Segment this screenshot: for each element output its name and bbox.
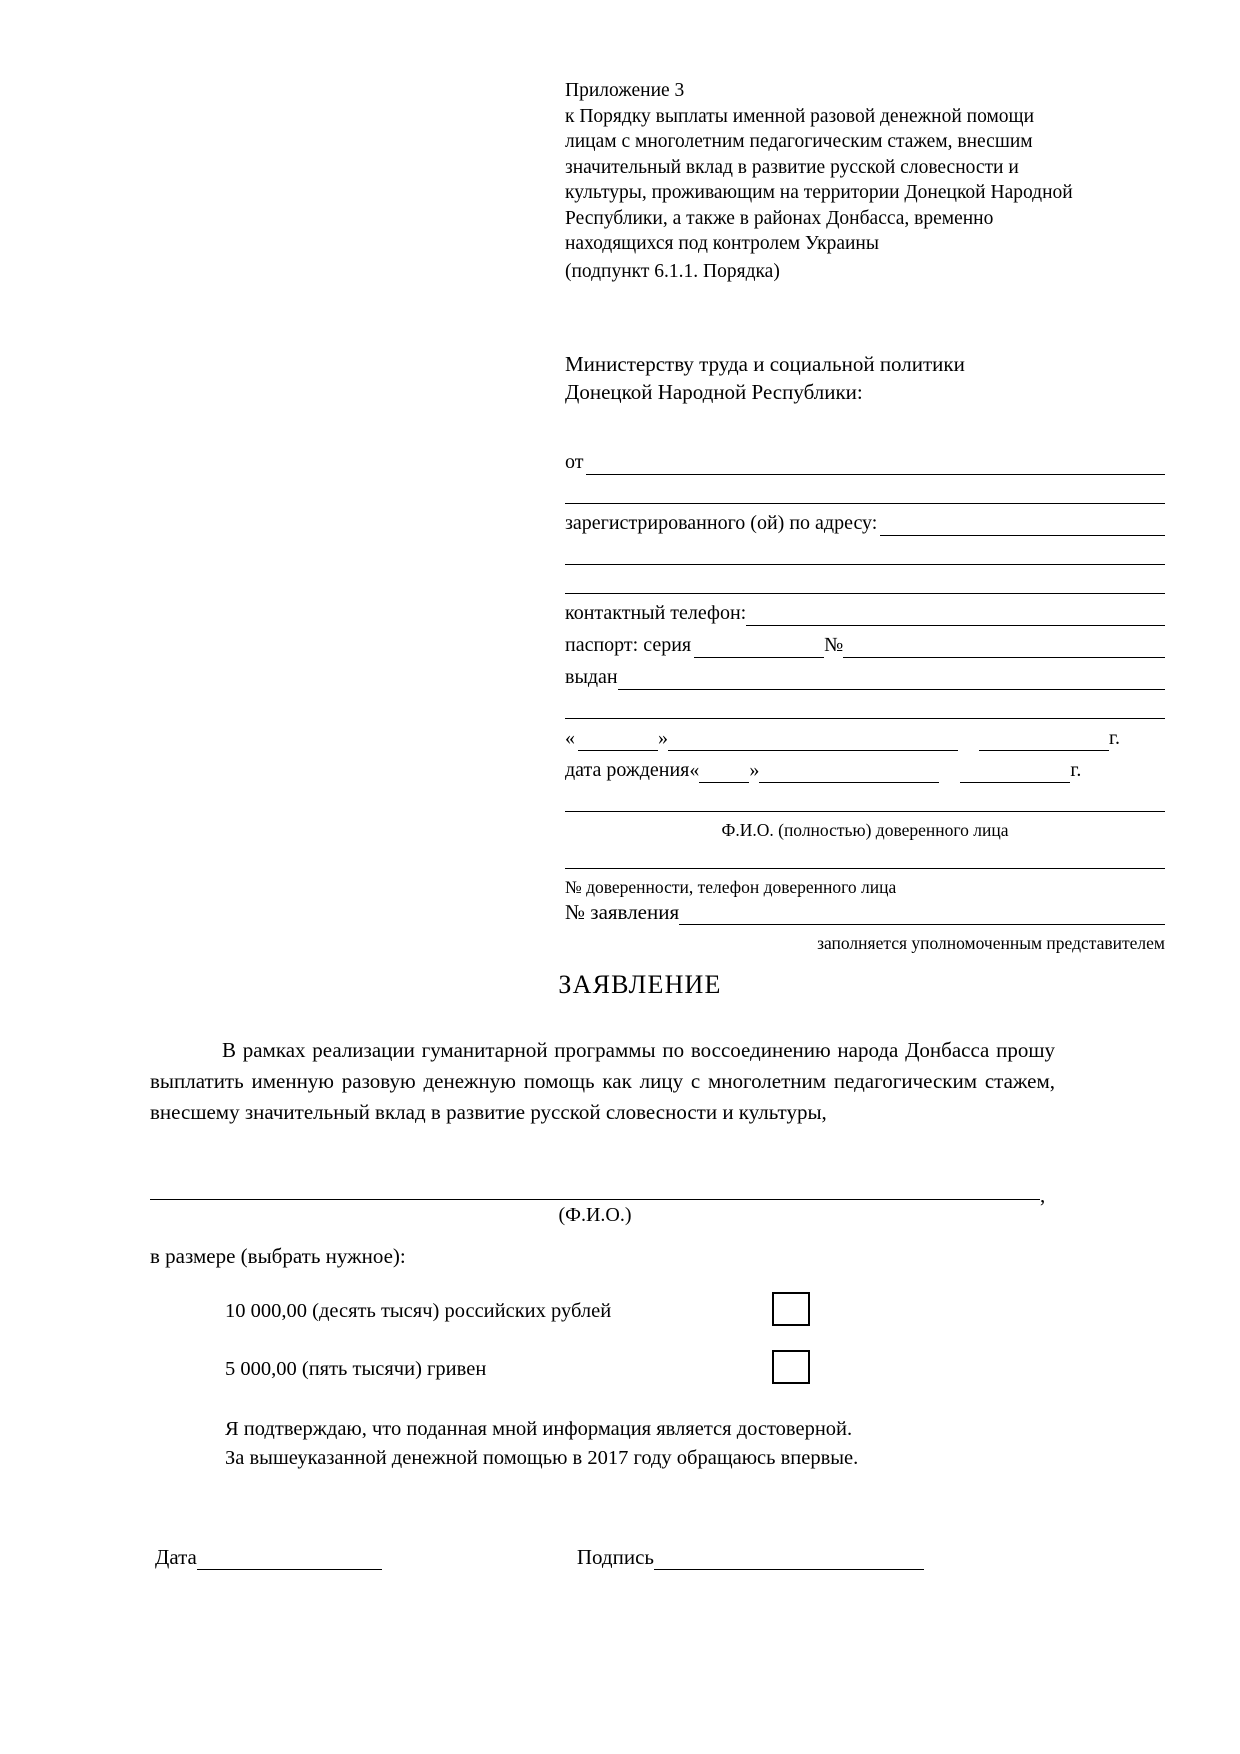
phone-input-line[interactable] — [746, 605, 1165, 626]
reference-line-2: лицам с многолетним педагогическим стажем, внесшим — [565, 131, 1033, 152]
signature-label: Подпись — [576, 1545, 654, 1569]
issue-date-row — [565, 726, 1165, 751]
reference-line-4: культуры, проживающим на территории Донецкой Народной — [565, 182, 1073, 203]
fio-caption: (Ф.И.О.) — [558, 1204, 632, 1226]
passport-row — [565, 633, 1165, 658]
application-number-input-line[interactable] — [679, 904, 1165, 925]
application-number-row — [565, 900, 1165, 925]
quote-open-issue: « — [565, 727, 575, 749]
registered-address-label: зарегистрированного (ой) по адресу: — [565, 512, 878, 534]
issued-label: выдан — [565, 666, 618, 688]
appendix-subitem: (подпункт 6.1.1. Порядка) — [565, 260, 780, 282]
passport-series-input-line[interactable] — [694, 637, 824, 658]
birthdate-row — [565, 758, 1165, 783]
phone-label: контактный телефон: — [565, 602, 747, 624]
checkbox-hryvnia[interactable] — [772, 1350, 810, 1384]
issued-input-line[interactable] — [618, 669, 1165, 690]
amount-label: в размере (выбрать нужное): — [150, 1244, 406, 1268]
reference-line-3: значительный вклад в развитие русской словесности и — [565, 156, 1019, 178]
reference-line-5: Республики, а также в районах Донбасса, временно — [565, 207, 994, 229]
quote-open-birth: « — [689, 759, 700, 781]
quote-close-issue: » — [658, 727, 668, 749]
from-input-line-2[interactable] — [565, 482, 1165, 504]
application-number-label: № заявления — [565, 900, 680, 924]
filled-by-representative-caption: заполняется уполномоченным представителем — [817, 933, 1165, 953]
issued-row — [565, 665, 1165, 690]
passport-label: паспорт: серия — [565, 634, 692, 656]
registered-address-row — [565, 511, 1165, 536]
from-input-line[interactable] — [586, 454, 1165, 475]
checkbox-rubles[interactable] — [772, 1292, 810, 1326]
body-paragraph: В рамках реализации гуманитарной программы по воссоединению народа Донбасса прошу выплатить именную разовую денежную помощь как лицу с многолетним педагогическим стажем, внесшему значительный вклад в развитие русской словесности и культуры, — [150, 1038, 1055, 1124]
proxy-fio-caption: Ф.И.О. (полностью) доверенного лица — [721, 820, 1009, 840]
issue-month-input-line[interactable] — [668, 730, 958, 751]
birth-year-suffix: г. — [1070, 759, 1082, 781]
appendix-header — [565, 78, 1095, 284]
proxy-details-input-line[interactable] — [565, 847, 1165, 869]
fio-comma: , — [1040, 1183, 1046, 1207]
appendix-number: Приложение 3 — [565, 80, 685, 101]
birth-month-input-line[interactable] — [759, 762, 939, 783]
date-input-line[interactable] — [197, 1550, 382, 1570]
birthdate-label: дата рождения — [565, 759, 690, 781]
confirmation-line-2: За вышеуказанной денежной помощью в 2017 году обращаюсь впервые. — [225, 1447, 859, 1469]
registered-address-input-line-3[interactable] — [565, 572, 1165, 594]
signature-footer — [155, 1545, 1085, 1570]
confirmation-line-1: Я подтверждаю, что поданная мной информация является достоверной. — [225, 1418, 853, 1440]
date-label: Дата — [155, 1545, 197, 1569]
addressee-block — [565, 350, 1105, 406]
addressee-line-1: Министерству труда и социальной политики — [565, 352, 965, 376]
proxy-details-caption: № доверенности, телефон доверенного лица — [565, 877, 897, 897]
quote-close-birth: » — [749, 759, 760, 781]
confirmation-block — [225, 1415, 1045, 1473]
reference-line-1: к Порядку выплаты именной разовой денежной помощи — [565, 105, 1034, 127]
from-label: от — [565, 451, 584, 473]
issue-day-input-line[interactable] — [578, 730, 658, 751]
issue-year-input-line[interactable] — [979, 730, 1109, 751]
addressee-line-2: Донецкой Народной Республики: — [565, 380, 863, 404]
page-title: ЗАЯВЛЕНИЕ — [558, 970, 722, 999]
phone-row — [565, 601, 1165, 626]
fio-line-block — [150, 1182, 1055, 1227]
registered-address-input-line[interactable] — [880, 515, 1165, 536]
applicant-fields — [565, 450, 1165, 954]
issued-input-line-2[interactable] — [565, 697, 1165, 719]
registered-address-input-line-2[interactable] — [565, 543, 1165, 565]
fio-input-line[interactable] — [150, 1198, 1040, 1200]
from-row — [565, 450, 1165, 475]
passport-number-sign: № — [824, 634, 844, 656]
option-label-hryvnia: 5 000,00 (пять тысячи) гривен — [225, 1358, 487, 1380]
passport-number-input-line[interactable] — [843, 637, 1165, 658]
reference-line-6: находящихся под контролем Украины — [565, 233, 879, 254]
option-label-rubles: 10 000,00 (десять тысяч) российских рублей — [225, 1300, 612, 1322]
birth-year-input-line[interactable] — [960, 762, 1070, 783]
issue-year-suffix: г. — [1109, 727, 1120, 749]
signature-input-line[interactable] — [654, 1550, 924, 1570]
birth-day-input-line[interactable] — [699, 762, 749, 783]
proxy-fio-input-line[interactable] — [565, 790, 1165, 812]
